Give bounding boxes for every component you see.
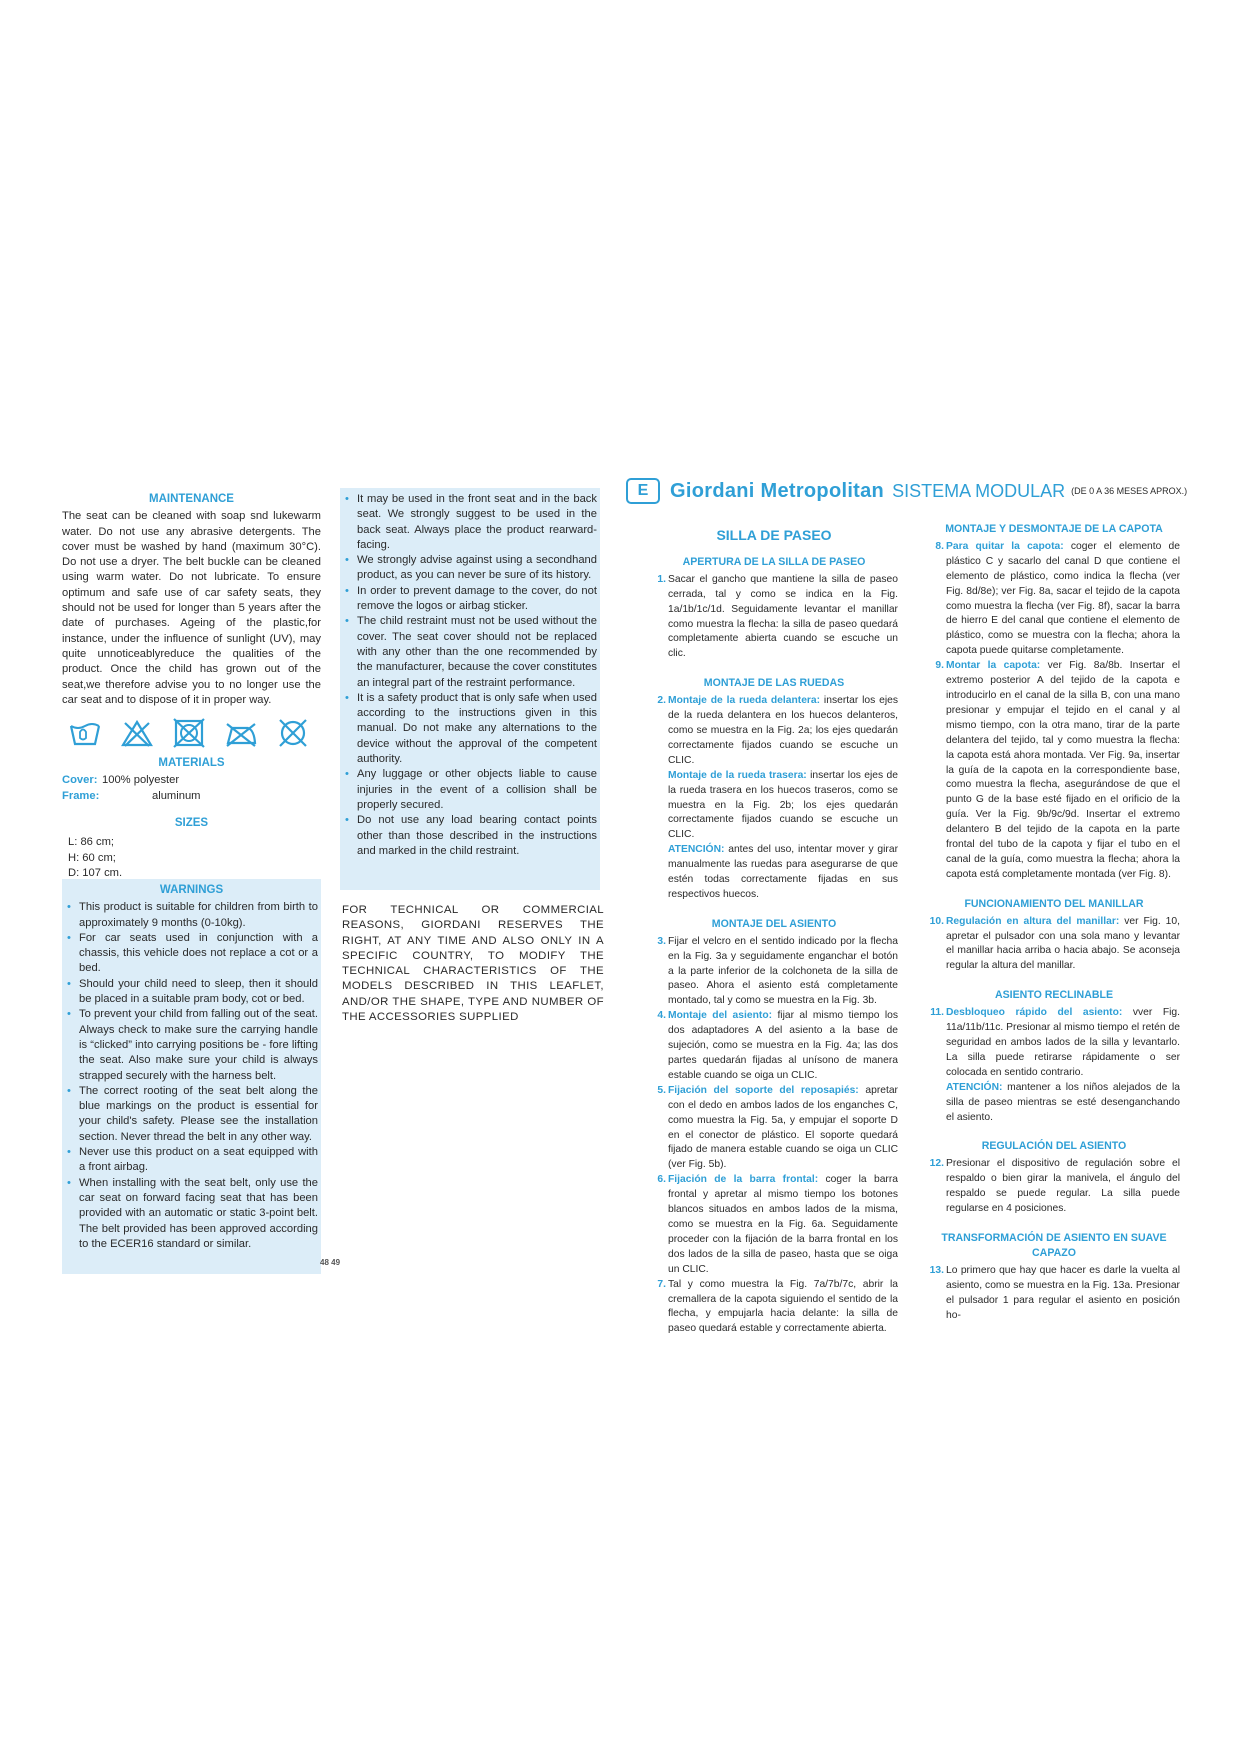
column-4: [928, 522, 1180, 1323]
section-title: TRANSFORMACIÓN DE ASIENTO EN SUAVE CAPAZO: [941, 1231, 1167, 1259]
list-item: • When installing with the seat belt, only use the car seat on forward facing seat that has been provided with an automatic or static 3-point belt. The belt provided has been approved according to the ECER16 standard or similar.: [67, 1176, 318, 1250]
instruction-10: 10. Regulación en altura del manillar: ver Fig. 10, apretar el pulsador con una sola mano y levantar el manillar hacia arriba o hacia abajo. Se aconseja regular la altura del manillar.: [929, 915, 1180, 972]
warnings-box: [62, 879, 321, 1274]
size-height: H: 60 cm;: [68, 851, 116, 864]
header-subtitle: SISTEMA MODULAR: [892, 480, 1066, 501]
no-tumble-dry-icon: [172, 718, 206, 748]
list-item: • In order to prevent damage to the cover, do not remove the logos or airbag sticker.: [345, 584, 597, 613]
instruction-2: 2. Montaje de la rueda delantera: insertar los ejes de la rueda delantera en los huecos delanteros, como se muestra en la Fig. 2a; los ejes quedarán correctamente fijados cuando se escuche un CLIC. Montaje de la rueda trasera: insertar los ejes de la rueda trasera en los huecos traseros, como se muestra en la Fig. 2b; los ejes quedarán correctamente fijados cuando se escuche un CLIC. ATENCIÓN: antes del uso, intentar mover y girar manualmente las ruedas para asegurarse de que estén todas correctamente fijadas en sus respectivos huecos.: [657, 695, 898, 900]
sizes-title: SIZES: [174, 817, 209, 830]
instruction-5: 5. Fijación del soporte del reposapiés: apretar con el dedo en ambos lados de los enganches C, como muestra la Fig. 5a, y empujar el soporte D en el conector de plástico. El soporte quedará fijado de manera estable cuando se oiga un CLIC (ver Fig. 5b).: [657, 1084, 898, 1171]
materials-title: MATERIALS: [158, 757, 225, 770]
section-title: FUNCIONAMIENTO DEL MANILLAR: [964, 897, 1144, 910]
list-item: • It may be used in the front seat and in the back seat. We strongly suggest to be used in the back seat. Always place the product rearward-facing.: [345, 493, 597, 551]
care-icons: [68, 718, 321, 748]
frame-value: aluminum: [152, 789, 201, 802]
list-item: • Never use this product on a seat equipped with a front airbag.: [67, 1146, 318, 1174]
cover-value: 100% polyester: [102, 774, 180, 787]
list-item: • Any luggage or other objects liable to cause injuries in the event of a collision shall be properly secured.: [345, 768, 597, 811]
page-numbers: 48 49: [320, 1258, 341, 1267]
warnings-box-continued: [340, 488, 600, 890]
instruction-8: 8. Para quitar la capota: coger el elemento de plástico C y sacarlo del canal D que contiene el elemento de plástico, como indica la flecha (ver Fig. 8d/8e); ver Fig. 8a, sacar el tejido de la capota como muestra la flecha (ver Fig. 8f), sacar la barra de hierro E del canal que contiene el elemento de plástico, como se muestra con la flecha; ahora la capota puede quitarse completamente.: [935, 540, 1181, 657]
list-item: • This product is suitable for children from birth to approximately 9 months (0-10kg).: [67, 901, 318, 929]
list-item: • For car seats used in conjunction with a chassis, this vehicle does not replace a cot or a bed.: [67, 931, 318, 975]
section-title: ASIENTO RECLINABLE: [994, 989, 1114, 1002]
list-item: • To prevent your child from falling out of the seat. Always check to make sure the carrying handle is “clicked” into carrying positions be - fore lifting the seat. Also make sure your child is always strapped securely with the harness belt.: [67, 1008, 318, 1082]
list-item: • We strongly advise against using a secondhand product, as you can never be sure of its history.: [345, 554, 597, 582]
no-iron-icon: [224, 718, 258, 748]
size-length: L: 86 cm;: [68, 836, 115, 849]
size-depth: D: 107 cm.: [68, 866, 123, 879]
column-3: [650, 520, 898, 1337]
frame-label: Frame:: [62, 789, 100, 802]
brand-title: Giordani Metropolitan: [670, 479, 885, 502]
section-title: MONTAJE DE LAS RUEDAS: [703, 677, 845, 690]
list-item: • The child restraint must not be used without the cover. The seat cover should not be replaced with any other than the one recommended by the manufacturer, because the cover constitutes an integral part of the restraint performance.: [345, 615, 597, 689]
no-bleach-icon: [120, 718, 154, 748]
section-title: MONTAJE DEL ASIENTO: [711, 917, 837, 930]
hand-wash-icon: [68, 718, 102, 748]
section-title: REGULACIÓN DEL ASIENTO: [981, 1140, 1127, 1153]
spanish-header: [626, 478, 1187, 504]
instruction-13: 13. Lo primero que hay que hacer es darle la vuelta al asiento, como se muestra en la Fig. 13a. Presionar el pulsador 1 para regular el asiento en posición ho-: [929, 1264, 1180, 1321]
main-title: SILLA DE PASEO: [716, 527, 832, 543]
language-badge: E: [626, 478, 660, 504]
cover-label: Cover:: [62, 774, 98, 787]
warnings-title: WARNINGS: [159, 884, 224, 896]
warnings-list-1: [65, 900, 318, 1252]
instruction-3: 3. Fijar el velcro en el sentido indicado por la flecha en la Fig. 3a y seguidamente enganchar el botón a la parte inferior de la colchoneta de la silla de paseo. Ahora el asiento está completamente montado, tal y como se muestra en la Fig. 3b.: [657, 935, 898, 1007]
instruction-4: 4. Montaje del asiento: fijar al mismo tiempo los dos adaptadores A del asiento a la base de sujeción, como se muestra en la Fig. 4a; las dos partes quedarán fijadas al unísono de manera estable cuando se oiga un CLIC.: [657, 1010, 898, 1081]
warnings-list-2: [343, 492, 597, 859]
maintenance-text: The seat can be cleaned with soap snd lukewarm water. Do not use any abrasive detergents. The cover must be washed by hand (maximum 30°C). Do not use a dryer. The belt buckle can be cleaned using warm water. Do not lubricate. To ensure optimum and safe use of car safety seats, they should not be used for longer than 5 years after the date of purchases. Ageing of the plastic,for instance, under the influence of sunlight (UV), may quite unnoticeablyreduce the qualities of the product. Once the child has grown out of the seat,we therefore advise you to no longer use the car seat and to dispose of it in proper way.: [62, 510, 321, 706]
no-dry-clean-icon: [276, 718, 310, 748]
list-item: • Do not use any load bearing contact points other than those described in the instructions and marked in the child restraint.: [345, 814, 597, 857]
sizes-list: [62, 835, 321, 881]
instruction-12: 12. Presionar el dispositivo de regulación sobre el respaldo o bien girar la manivela, el ángulo del respaldo se puede regular. La silla puede regularse en 4 posiciones.: [929, 1158, 1180, 1215]
section-title: APERTURA DE LA SILLA DE PASEO: [682, 555, 866, 568]
instruction-6: 6. Fijación de la barra frontal: coger la barra frontal y apretar al mismo tiempo los botones blancos situados en ambos lados de la misma, como se muestra en la Fig. 6a. Seguidamente proceder con la fijación de la barra frontal en los dos lados de la silla de paseo, hasta que se oiga un CLIC.: [657, 1174, 898, 1275]
materials-frame: [62, 789, 321, 804]
list-item: • It is a safety product that is only safe when used according to the instructions given in this manual. Do not make any alternations to the device without the approval of the competent authority.: [345, 691, 597, 766]
instruction-9: 9. Montar la capota: ver Fig. 8a/8b. Insertar el extremo posterior A del tejido de la capota e introducirlo en el canal de la silla B, con una mano presionar y empujar el tejido en el canal y al mismo tiempo, con la otra mano, tirar de la parte delantera del tejido, tal y como muestra la flecha: la capota está ahora montada. Ver Fig. 9a, insertar la guía de la capota en la correspondiente base, como muestra la flecha, asegurándose de que el punto G de la base esté fijado en el orificio de la guía. Ver la Fig. 9b/9c/9d. Insertar el extremo delantero B del tejido de la capota en la parte frontal del tubo de la capota y fijar el tubo en el canal de la guía, como muestra la flecha; ahora la capota está completamente montada (ver Fig. 8).: [935, 660, 1181, 880]
maintenance-title: MAINTENANCE: [149, 493, 234, 505]
age-range: (DE 0 A 36 MESES APROX.): [1071, 486, 1188, 496]
instruction-11: 11. Desbloqueo rápido del asiento: vver Fig. 11a/11b/11c. Presionar al mismo tiempo el retén de seguridad en ambos lados de la silla y levantarlo. La silla puede retirarse rápidamente o ser colocada en sentido contrario. ATENCIÓN: mantener a los niños alejados de la silla de paseo mientras se esté desenganchando el asiento.: [930, 1007, 1180, 1123]
list-item: • Should your child need to sleep, then it should be placed in a suitable pram body, cot or bed.: [67, 977, 318, 1006]
list-item: • The correct rooting of the seat belt along the blue markings on the product is essential for your child's safety. Please see the installation section. Never thread the belt in any other way.: [67, 1084, 318, 1143]
column-1: [62, 492, 321, 881]
instruction-7: 7. Tal y como muestra la Fig. 7a/7b/7c, abrir la cremallera de la capota siguiendo el sentido de la flecha, y empujarla hacia delante: la silla de paseo quedará estable y correctamente abierta.: [657, 1278, 898, 1335]
section-title: MONTAJE Y DESMONTAJE DE LA CAPOTA: [945, 523, 1163, 535]
materials-cover: [62, 773, 321, 788]
instruction-1: 1. Sacar el gancho que mantiene la silla de paseo cerrada, tal y como se indica en la Fig. 1a/1b/1c/1d. Seguidamente levantar el manillar como muestra la flecha: la silla de paseo quedará completamente abierta cuando se escuche un clic.: [657, 573, 898, 660]
disclaimer: FOR TECHNICAL OR COMMERCIAL REASONS, GIORDANI RESERVES THE RIGHT, AT ANY TIME AND ALSO ONLY IN A SPECIFIC COUNTRY, TO MODIFY THE TECHNICAL CHARACTERISTICS OF THE MODELS DESCRIBED IN THIS LEAFLET, AND/OR THE SHAPE, TYPE AND NUMBER OF THE ACCESSORIES SUPPLIED: [342, 904, 604, 1024]
